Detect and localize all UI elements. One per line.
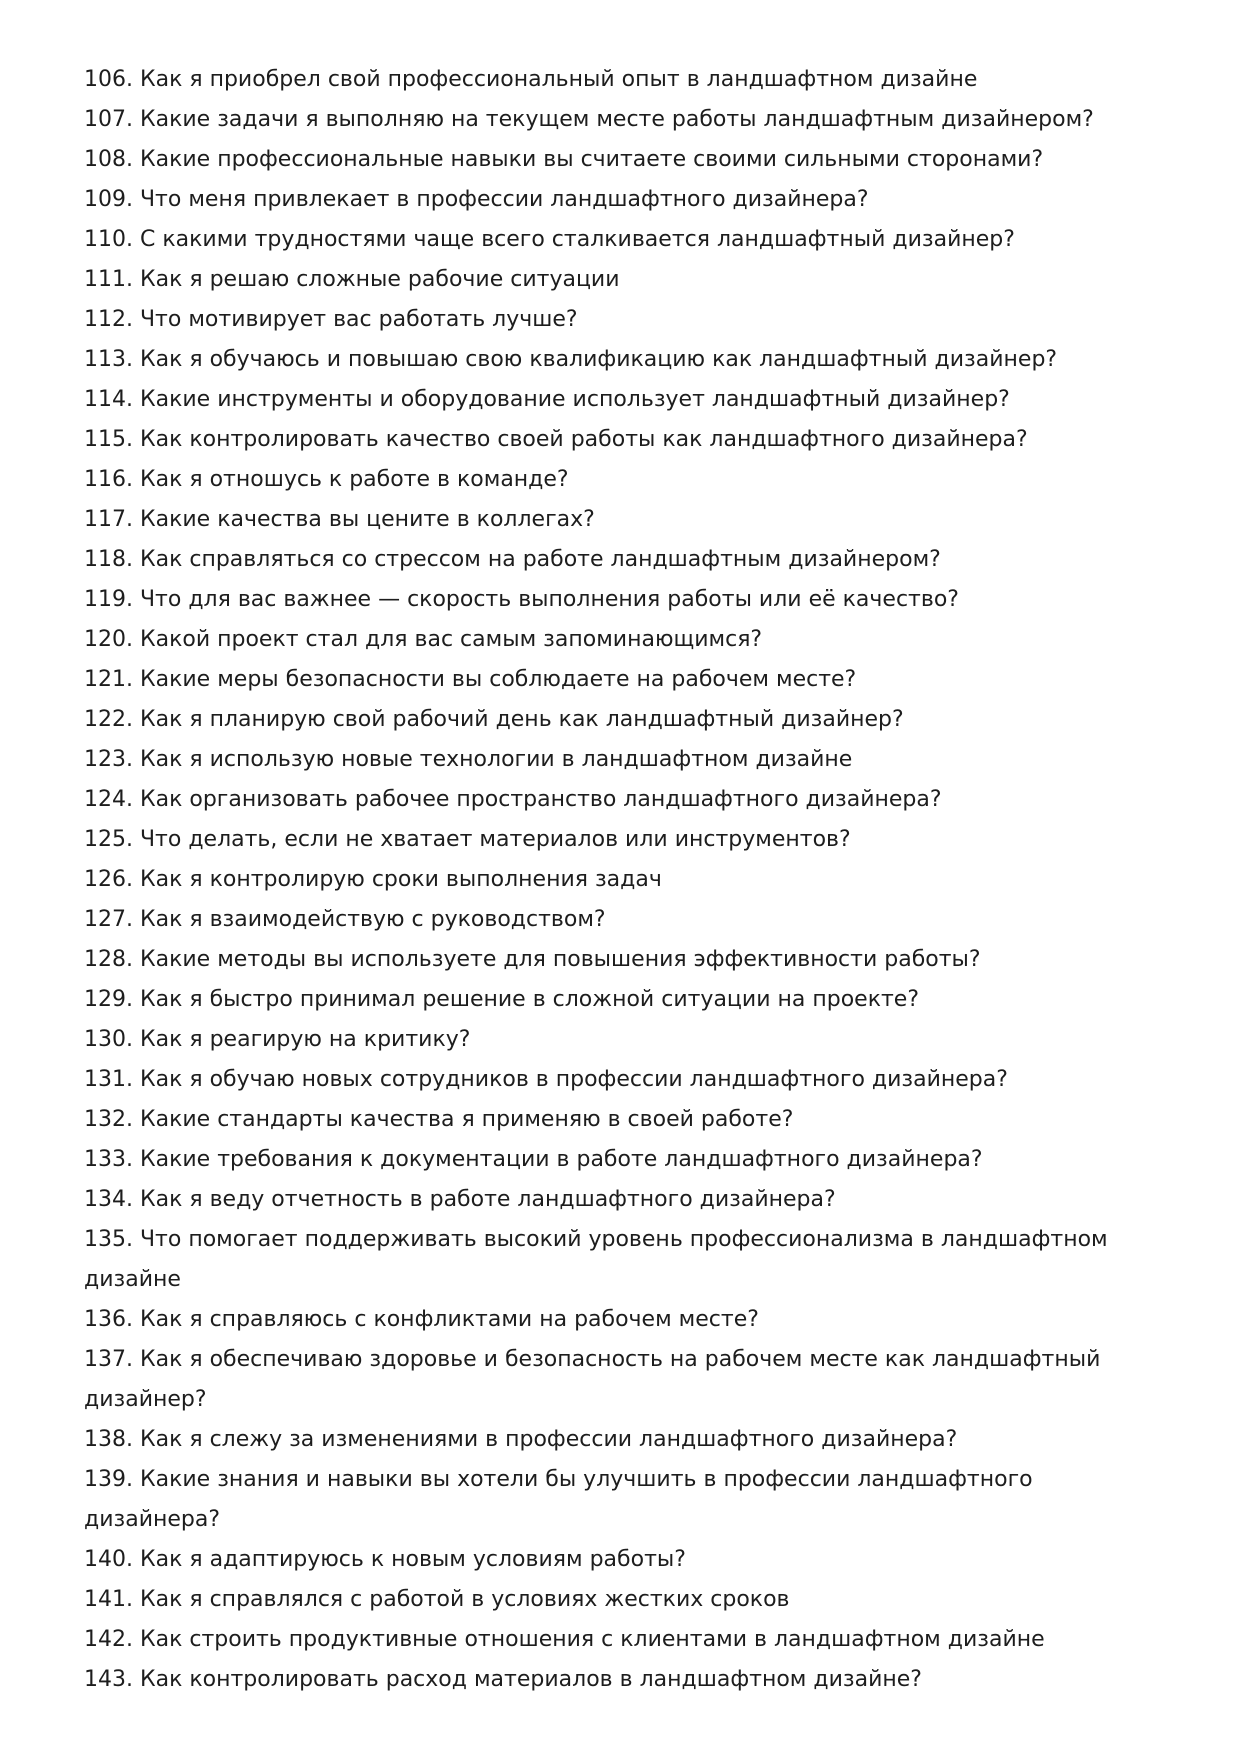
question-item: 118. Как справляться со стрессом на работе ландшафтным дизайнером? xyxy=(84,547,941,572)
question-item: 119. Что для вас важнее — скорость выполнения работы или её качество? xyxy=(84,587,959,612)
question-item: 127. Как я взаимодействую с руководством? xyxy=(84,907,606,932)
question-item: 131. Как я обучаю новых сотрудников в профессии ландшафтного дизайнера? xyxy=(84,1067,1008,1092)
question-item: 110. С какими трудностями чаще всего сталкивается ландшафтный дизайнер? xyxy=(84,227,1015,252)
question-item: 124. Как организовать рабочее пространство ландшафтного дизайнера? xyxy=(84,787,942,812)
question-item: 142. Как строить продуктивные отношения с клиентами в ландшафтном дизайне xyxy=(84,1627,1045,1652)
question-item: 106. Как я приобрел свой профессиональный опыт в ландшафтном дизайне xyxy=(84,67,978,92)
question-item: 143. Как контролировать расход материалов в ландшафтном дизайне? xyxy=(84,1667,922,1692)
question-item: 126. Как я контролирую сроки выполнения задач xyxy=(84,867,662,892)
question-item: 130. Как я реагирую на критику? xyxy=(84,1027,471,1052)
question-list xyxy=(84,60,1164,1700)
question-item: 129. Как я быстро принимал решение в сложной ситуации на проекте? xyxy=(84,987,920,1012)
question-item: 107. Какие задачи я выполняю на текущем месте работы ландшафтным дизайнером? xyxy=(84,107,1094,132)
question-item: 137. Как я обеспечиваю здоровье и безопасность на рабочем месте как ландшафтный дизайнер? xyxy=(84,1347,1101,1412)
question-item: 139. Какие знания и навыки вы хотели бы улучшить в профессии ландшафтного дизайнера? xyxy=(84,1467,1033,1532)
question-item: 132. Какие стандарты качества я применяю в своей работе? xyxy=(84,1107,794,1132)
question-item: 125. Что делать, если не хватает материалов или инструментов? xyxy=(84,827,851,852)
question-item: 135. Что помогает поддерживать высокий уровень профессионализма в ландшафтном дизайне xyxy=(84,1227,1108,1292)
question-item: 115. Как контролировать качество своей работы как ландшафтного дизайнера? xyxy=(84,427,1028,452)
question-item: 120. Какой проект стал для вас самым запоминающимся? xyxy=(84,627,763,652)
question-item: 128. Какие методы вы используете для повышения эффективности работы? xyxy=(84,947,981,972)
question-item: 141. Как я справлялся с работой в условиях жестких сроков xyxy=(84,1587,790,1612)
question-item: 122. Как я планирую свой рабочий день как ландшафтный дизайнер? xyxy=(84,707,904,732)
question-item: 121. Какие меры безопасности вы соблюдаете на рабочем месте? xyxy=(84,667,857,692)
question-item: 136. Как я справляюсь с конфликтами на рабочем месте? xyxy=(84,1307,759,1332)
question-item: 138. Как я слежу за изменениями в профессии ландшафтного дизайнера? xyxy=(84,1427,958,1452)
question-item: 114. Какие инструменты и оборудование использует ландшафтный дизайнер? xyxy=(84,387,1010,412)
question-item: 123. Как я использую новые технологии в ландшафтном дизайне xyxy=(84,747,853,772)
question-item: 116. Как я отношусь к работе в команде? xyxy=(84,467,569,492)
question-item: 140. Как я адаптируюсь к новым условиям работы? xyxy=(84,1547,686,1572)
question-item: 112. Что мотивирует вас работать лучше? xyxy=(84,307,578,332)
question-item: 109. Что меня привлекает в профессии ландшафтного дизайнера? xyxy=(84,187,869,212)
question-item: 111. Как я решаю сложные рабочие ситуации xyxy=(84,267,620,292)
question-item: 113. Как я обучаюсь и повышаю свою квалификацию как ландшафтный дизайнер? xyxy=(84,347,1058,372)
question-item: 133. Какие требования к документации в работе ландшафтного дизайнера? xyxy=(84,1147,983,1172)
question-item: 117. Какие качества вы цените в коллегах? xyxy=(84,507,595,532)
question-item: 108. Какие профессиональные навыки вы считаете своими сильными сторонами? xyxy=(84,147,1044,172)
question-item: 134. Как я веду отчетность в работе ландшафтного дизайнера? xyxy=(84,1187,836,1212)
